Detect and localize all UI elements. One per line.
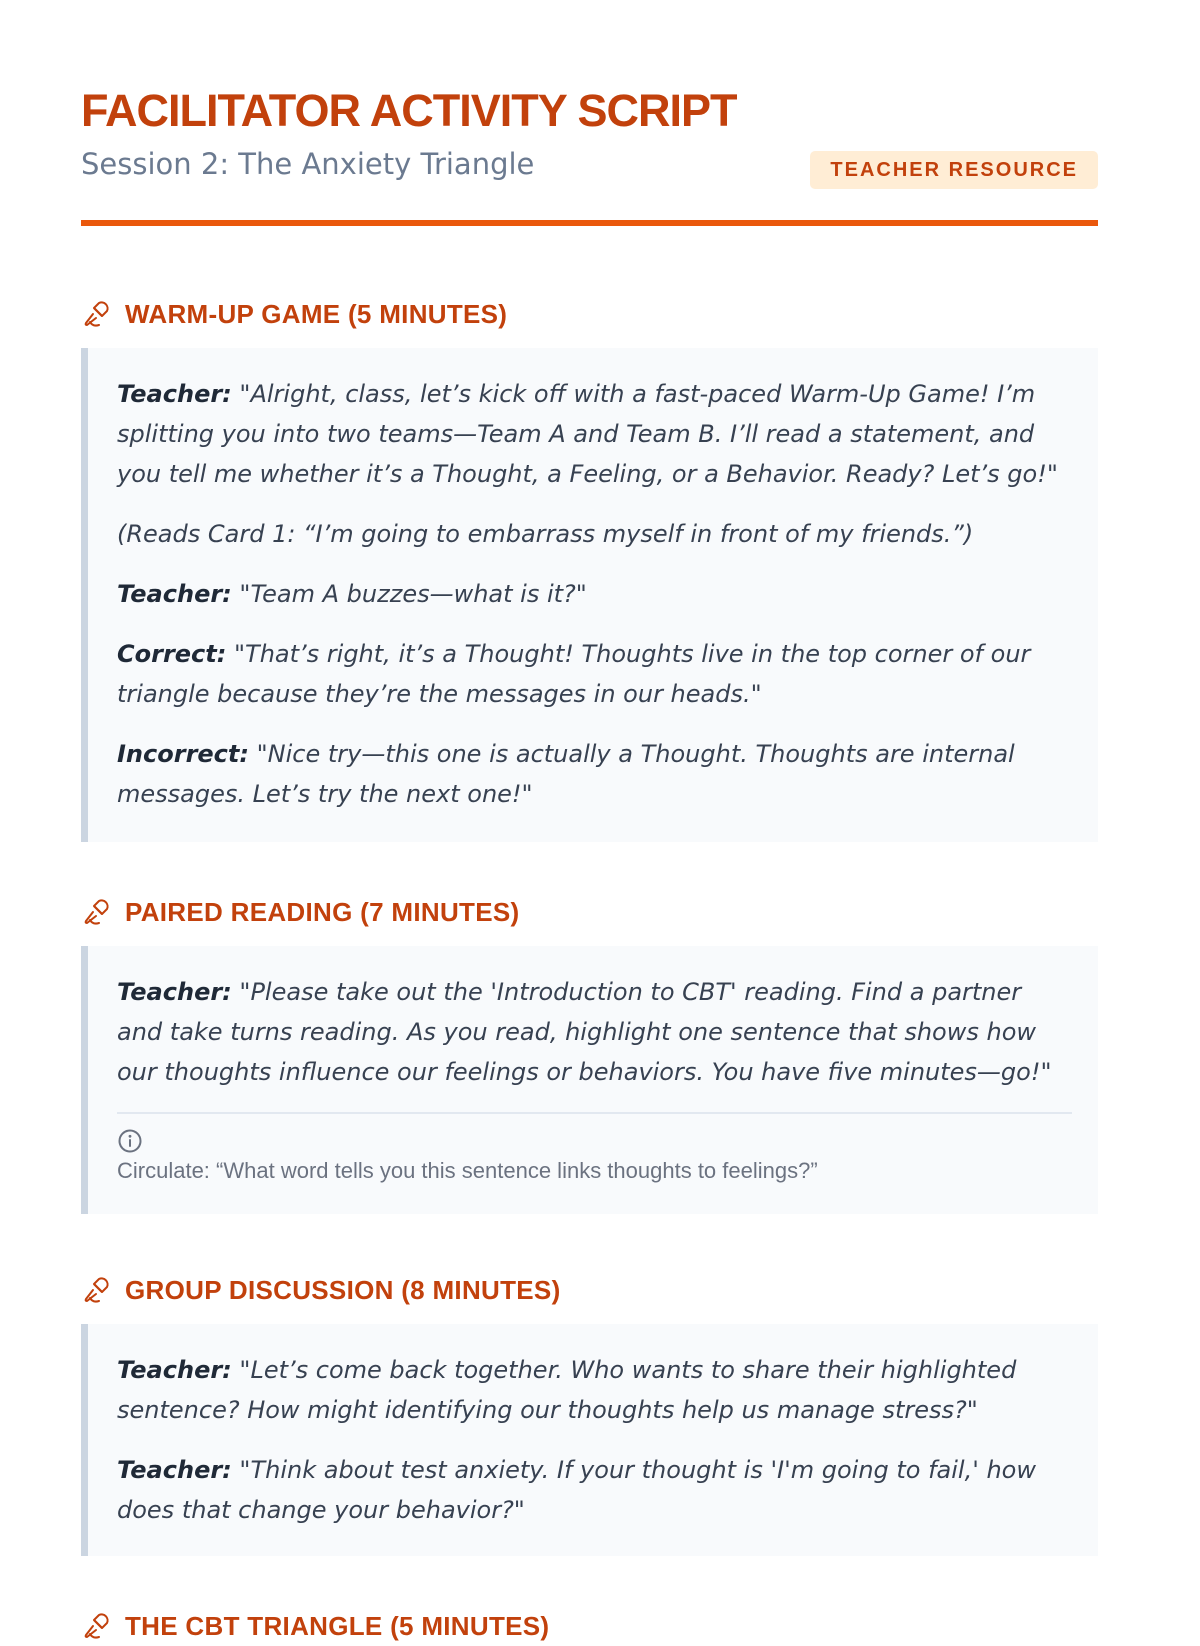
microphone-icon	[81, 897, 111, 927]
section-heading	[81, 1270, 1098, 1310]
script-line	[117, 374, 1072, 494]
script-line	[117, 574, 1072, 614]
speaker-label: Incorrect:	[117, 740, 249, 768]
line-text: "Let’s come back together. Who wants to share their highlighted sentence? How might identifying our thoughts help us manage stress?"	[117, 1356, 1017, 1424]
section-heading	[81, 1606, 1098, 1646]
line-text: "Nice try—this one is actually a Thought. Thoughts are internal messages. Let’s try the next one!"	[117, 740, 1015, 808]
info-icon	[117, 1128, 143, 1154]
line-text: (Reads Card 1: “I’m going to embarrass myself in front of my friends.”)	[117, 520, 974, 548]
script-card	[81, 946, 1098, 1214]
script-line	[117, 514, 1072, 554]
document-title: FACILITATOR ACTIVITY SCRIPT	[81, 85, 737, 136]
line-text: "That’s right, it’s a Thought! Thoughts live in the top corner of our triangle because they’re the messages in our heads."	[117, 640, 1031, 708]
microphone-icon	[81, 299, 111, 329]
section-title: THE CBT TRIANGLE (5 MINUTES)	[125, 1610, 550, 1641]
speaker-label: Teacher:	[117, 1356, 232, 1384]
section-title: WARM-UP GAME (5 MINUTES)	[125, 298, 508, 329]
speaker-label: Teacher:	[117, 580, 232, 608]
section-title: GROUP DISCUSSION (8 MINUTES)	[125, 1274, 561, 1305]
script-card	[81, 1324, 1098, 1556]
section-cbt-triangle	[81, 1606, 1098, 1646]
note-divider	[117, 1112, 1072, 1114]
section-group-discussion	[81, 1270, 1098, 1556]
line-text: "Think about test anxiety. If your thought is 'I'm going to fail,' how does that change your behavior?"	[117, 1456, 1036, 1524]
document-subtitle: Session 2: The Anxiety Triangle	[81, 147, 535, 181]
microphone-icon	[81, 1275, 111, 1305]
document-header	[81, 0, 1098, 226]
section-paired-reading	[81, 892, 1098, 1214]
section-heading	[81, 892, 1098, 932]
line-text: "Alright, class, let’s kick off with a fast-paced Warm-Up Game! I’m splitting you into two teams—Team A and Team B. I’ll read a statement, and you tell me whether it’s a Thought, a Feeling, or a Behavior. Ready? Let’s go!"	[117, 380, 1058, 488]
script-line	[117, 634, 1072, 714]
speaker-label: Teacher:	[117, 978, 232, 1006]
line-text: "Team A buzzes—what is it?"	[239, 580, 587, 608]
script-card	[81, 348, 1098, 842]
script-line	[117, 734, 1072, 814]
script-line	[117, 1350, 1072, 1430]
script-line	[117, 972, 1072, 1092]
microphone-icon	[81, 1611, 111, 1641]
speaker-label: Teacher:	[117, 1456, 232, 1484]
facilitator-note: Circulate: “What word tells you this sentence links thoughts to feelings?”	[117, 1158, 818, 1183]
script-line	[117, 1450, 1072, 1530]
section-heading	[81, 294, 1098, 334]
teacher-resource-badge: TEACHER RESOURCE	[810, 151, 1098, 189]
line-text: "Please take out the 'Introduction to CBT' reading. Find a partner and take turns reading. As you read, highlight one sentence that shows how our thoughts influence our feelings or behaviors. You have five minutes—go!"	[117, 978, 1052, 1086]
speaker-label: Correct:	[117, 640, 227, 668]
section-warm-up-game	[81, 294, 1098, 842]
section-title: PAIRED READING (7 MINUTES)	[125, 896, 520, 927]
speaker-label: Teacher:	[117, 380, 232, 408]
